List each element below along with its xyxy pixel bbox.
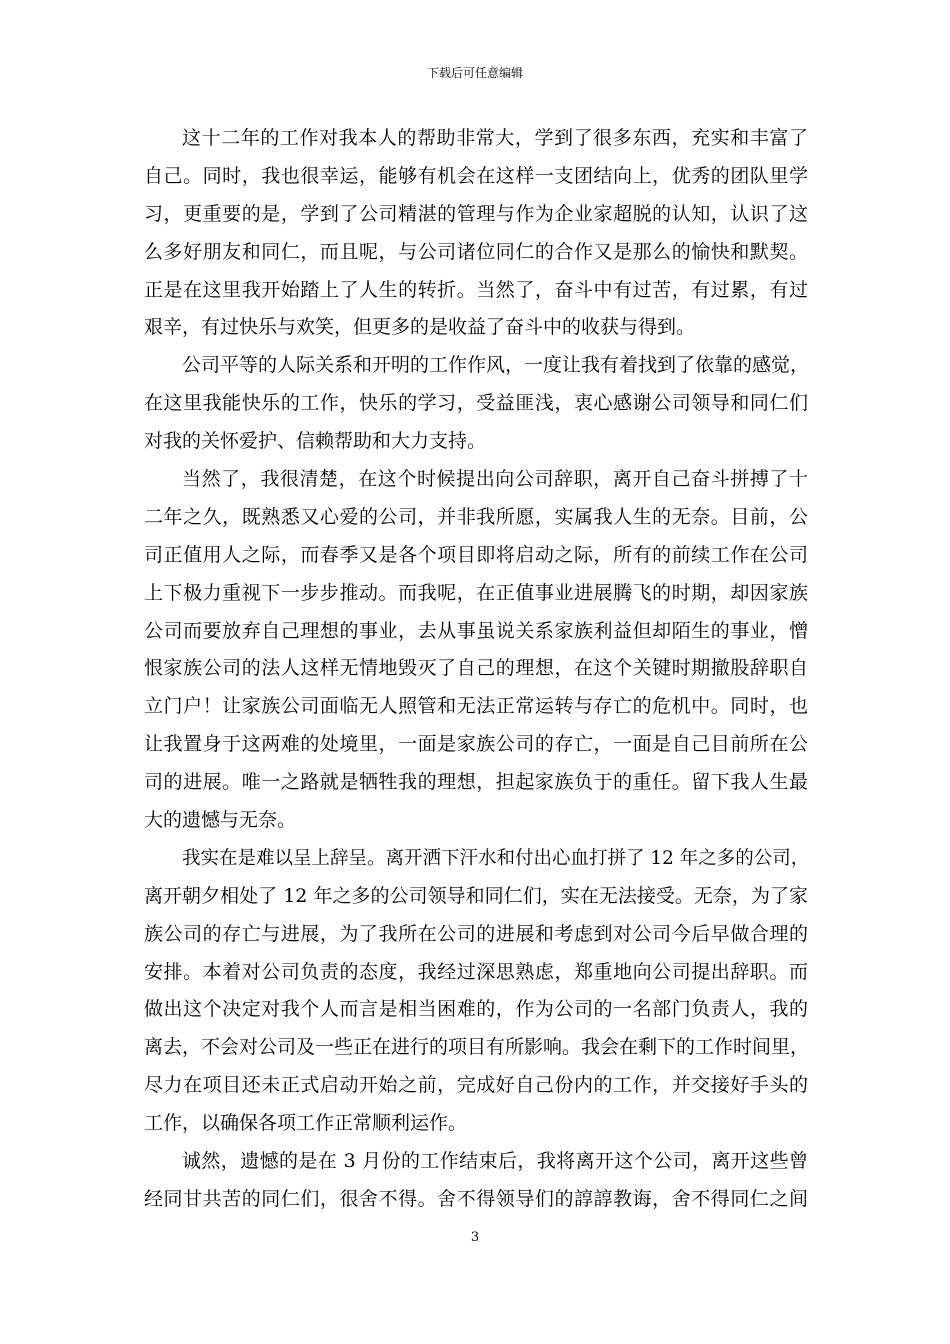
text-line: 让我置身于这两难的处境里，一面是家族公司的存亡，一面是自己目前所在公 <box>144 733 808 756</box>
paragraph <box>144 1143 808 1219</box>
text-line: 么多好朋友和同仁，而且呢，与公司诸位同仁的合作又是那么的愉快和默契。 <box>144 240 808 263</box>
text-line: 公司而要放弃自己理想的事业，去从事虽说关系家族利益但却陌生的事业，憎 <box>144 619 808 642</box>
text-line: 做出这个决定对我个人而言是相当困难的，作为公司的一名部门负责人，我的 <box>144 998 808 1021</box>
text-line: 立门户！让家族公司面临无人照管和无法正常运转与存亡的危机中。同时，也 <box>144 695 808 718</box>
text-line: 正是在这里我开始踏上了人生的转折。当然了，奋斗中有过苦，有过累，有过 <box>144 278 808 301</box>
text-line: 在这里我能快乐的工作，快乐的学习，受益匪浅，衷心感谢公司领导和同仁们 <box>144 392 808 415</box>
text-line: 艰辛，有过快乐与欢笑，但更多的是收益了奋斗中的收获与得到。 <box>144 316 696 339</box>
text-line: 公司平等的人际关系和开明的工作作风，一度让我有着找到了依靠的感觉， <box>182 354 810 377</box>
paragraph <box>144 840 808 1143</box>
text-line: 恨家族公司的法人这样无情地毁灭了自己的理想，在这个关键时期撤股辞职自 <box>144 657 808 680</box>
paragraph <box>144 347 808 461</box>
text-line: 我实在是难以呈上辞呈。离开洒下汗水和付出心血打拼了 12 年之多的公司， <box>182 847 810 869</box>
text-line: 尽力在项目还未正式启动开始之前，完成好自己份内的工作，并交接好手头的 <box>144 1074 808 1097</box>
text-line: 离开朝夕相处了 12 年之多的公司领导和同仁们，实在无法接受。无奈，为了家 <box>144 884 808 907</box>
text-line: 离去，不会对公司及一些正在进行的项目有所影响。我会在剩下的工作时间里， <box>144 1036 810 1059</box>
document-body <box>144 120 808 1219</box>
text-line: 当然了，我很清楚，在这个时候提出向公司辞职，离开自己奋斗拼搏了十 <box>182 468 808 491</box>
text-line: 大的遗憾与无奈。 <box>144 809 297 832</box>
text-line: 司正值用人之际，而春季又是各个项目即将启动之际，所有的前续工作在公司 <box>144 543 808 566</box>
page-number: 3 <box>470 1230 480 1245</box>
text-line: 自己。同时，我也很幸运，能够有机会在这样一支团结向上，优秀的团队里学 <box>144 164 808 187</box>
text-line: 二年之久，既熟悉又心爱的公司，并非我所愿，实属我人生的无奈。目前，公 <box>144 505 808 528</box>
text-line: 上下极力重视下一步步推动。而我呢，在正值事业进展腾飞的时期，却因家族 <box>144 581 808 604</box>
text-line: 司的进展。唯一之路就是牺牲我的理想，担起家族负于的重任。留下我人生最 <box>144 771 808 794</box>
text-line: 诚然，遗憾的是在 3 月份的工作结束后，我将离开这个公司，离开这些曾 <box>182 1150 808 1173</box>
text-line: 这十二年的工作对我本人的帮助非常大，学到了很多东西，充实和丰富了 <box>182 127 808 149</box>
text-line: 习，更重要的是，学到了公司精湛的管理与作为企业家超脱的认知，认识了这 <box>144 202 808 225</box>
paragraph <box>144 461 808 840</box>
text-line: 对我的关怀爱护、信赖帮助和大力支持。 <box>144 430 487 453</box>
text-line: 族公司的存亡与进展，为了我所在公司的进展和考虑到对公司今后早做合理的 <box>144 922 808 945</box>
page-header: 下载后可任意编辑 <box>426 66 523 80</box>
paragraph <box>144 120 808 347</box>
text-line: 经同甘共苦的同仁们，很舍不得。舍不得领导们的諄諄教诲，舍不得同仁之间 <box>144 1187 808 1210</box>
text-line: 安排。本着对公司负责的态度，我经过深思熟虑，郑重地向公司提出辞职。而 <box>144 960 808 983</box>
text-line: 工作，以确保各项工作正常顺利运作。 <box>144 1112 468 1135</box>
